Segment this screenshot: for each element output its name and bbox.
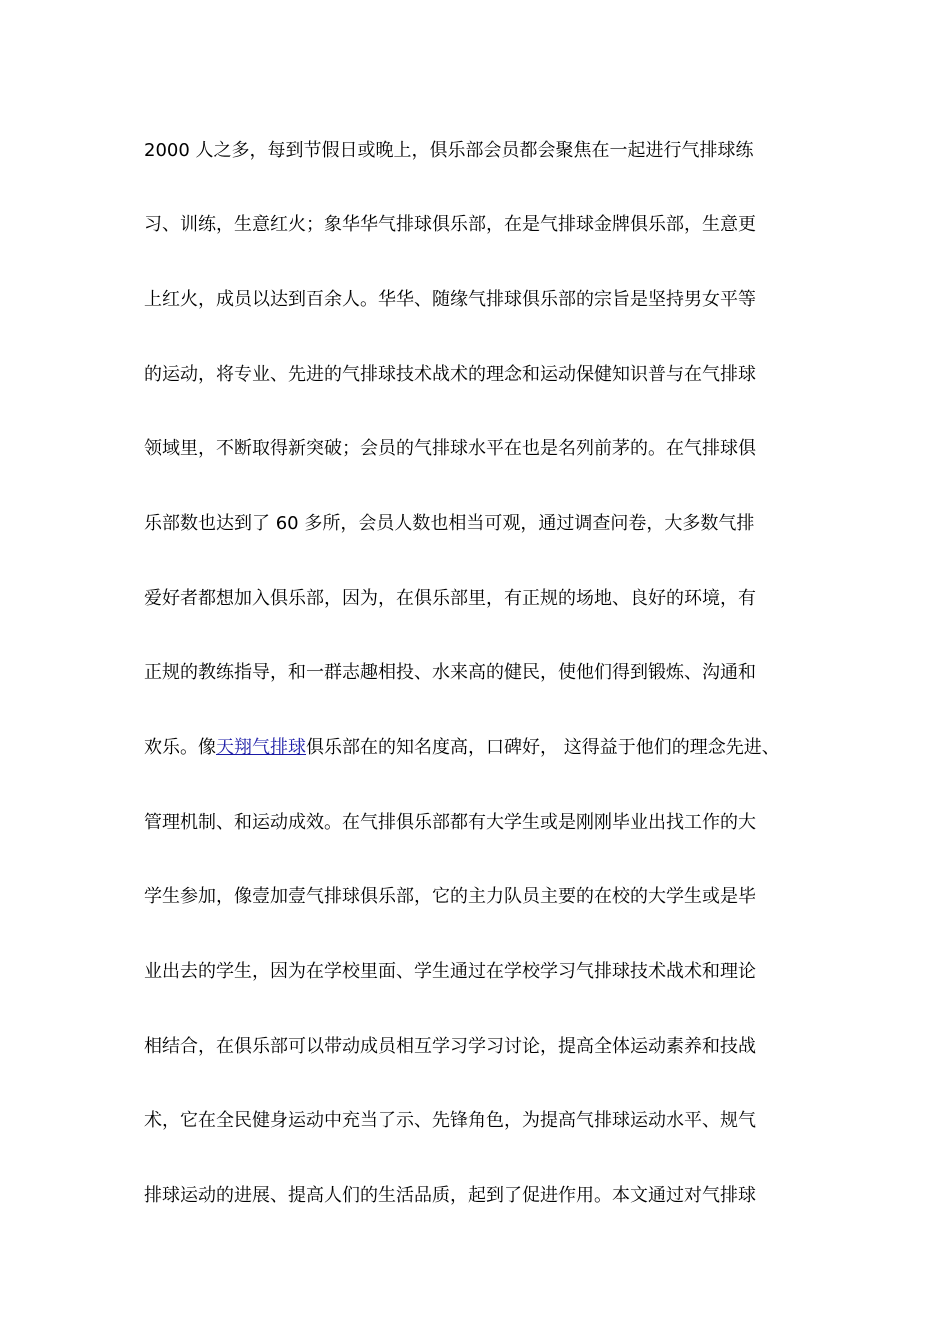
text-line: 2000 人之多，每到节假日或晚上，俱乐部会员都会聚焦在一起进行气排球练 [144, 140, 754, 161]
text-line: 正规的教练指导，和一群志趣相投、水来高的健民，使他们得到锻炼、沟通和 [144, 662, 756, 683]
text-line: 爱好者都想加入俱乐部，因为，在俱乐部里，有正规的场地、良好的环境，有 [144, 588, 756, 609]
text-line: 习、训练，生意红火；象华华气排球俱乐部，在是气排球金牌俱乐部，生意更 [144, 214, 756, 235]
text-line: 术，它在全民健身运动中充当了示、先锋角色，为提高气排球运动水平、规气 [144, 1110, 756, 1131]
text-line: 排球运动的进展、提高人们的生活品质，起到了促进作用。本文通过对气排球 [144, 1185, 756, 1206]
text-line: 上红火，成员以达到百余人。华华、随缘气排球俱乐部的宗旨是坚持男女平等 [144, 289, 756, 310]
text-line: 的运动，将专业、先进的气排球技术战术的理念和运动保健知识普与在气排球 [144, 364, 756, 385]
text-line: 相结合，在俱乐部可以带动成员相互学习学习讨论，提高全体运动素养和技战 [144, 1036, 756, 1057]
text-line: 管理机制、和运动成效。在气排俱乐部都有大学生或是刚刚毕业出找工作的大 [144, 812, 756, 833]
text-segment: 俱乐部在的知名度高，口碑好， 这得益于他们的理念先进、 [306, 737, 780, 758]
text-line: 学生参加，像壹加壹气排球俱乐部，它的主力队员主要的在校的大学生或是毕 [144, 886, 756, 907]
text-line: 业出去的学生，因为在学校里面、学生通过在学校学习气排球技术战术和理论 [144, 961, 756, 982]
text-segment: 欢乐。像 [144, 737, 216, 758]
text-line: 乐部数也达到了 60 多所，会员人数也相当可观，通过调查问卷，大多数气排 [144, 513, 755, 534]
club-link[interactable]: 天翔气排球 [216, 737, 306, 758]
text-line: 领域里，不断取得新突破；会员的气排球水平在也是名列前茅的。在气排球俱 [144, 438, 756, 459]
text-line-with-link [144, 736, 780, 760]
